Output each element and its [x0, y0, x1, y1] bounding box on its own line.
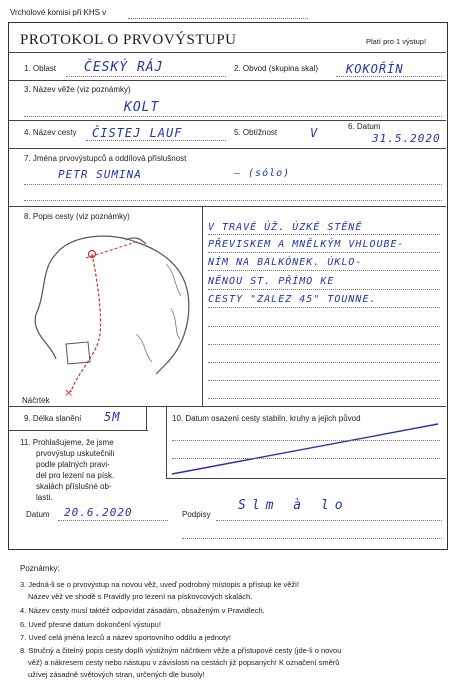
- date-value: 20.6.2020: [64, 506, 133, 519]
- declaration-line-6: lasti.: [36, 493, 53, 502]
- field-rappel-label: 9. Délka slanění: [24, 414, 82, 423]
- field-rappel-value: 5M: [104, 410, 121, 424]
- field-area-label: 1. Oblast: [24, 64, 57, 73]
- note-item: 8. Stručný a čitelný popis cesty doplň výstižným náčrtkem věže a přístupové cesty (jde-li o novou: [20, 646, 342, 655]
- field-grade-label: 5. Obtížnost: [234, 128, 278, 137]
- field-route-value: ČISTEJ LAUF: [92, 126, 183, 140]
- sketch-rock-left: [35, 254, 56, 359]
- note-item: 6. Uveď přesné datum dokončení výstupu!: [20, 620, 161, 629]
- club-line: Vrcholové komisi při KHS v: [10, 8, 107, 17]
- bolts-strike-line: [168, 418, 444, 478]
- date-label: Datum: [26, 510, 50, 519]
- declaration-line-5: skalách příslušné ob-: [36, 482, 112, 491]
- form-title: PROTOKOL O PRVOVÝSTUPU: [20, 32, 237, 48]
- field-route-label: 4. Název cesty: [24, 128, 77, 137]
- note-item: 7. Uveď celá jména lezců a název sportovního oddílu a jednoty!: [20, 633, 231, 642]
- description-line-5: CESTY "ZALEZ 45" TOUNNE.: [208, 294, 377, 305]
- field-tower-value: KOLT: [124, 100, 160, 115]
- field-climbers-label: 7. Jména prvovýstupců a oddílová příslušnost: [24, 154, 187, 163]
- field-area-value: ČESKÝ RÁJ: [84, 60, 164, 75]
- notes-title: Poznámky:: [20, 564, 60, 573]
- declaration-line-4: del pro lezení na písk.: [36, 471, 115, 480]
- description-line-3: NÍM NA BALKÓNEK. ÚKLO-: [208, 257, 363, 268]
- field-tower-label: 3. Název věže (viz poznámky): [24, 85, 131, 94]
- declaration-line-2: prvovýstup uskutečnili: [36, 449, 115, 458]
- description-line-4: NĚNOU ST. PŘÍMO KE: [208, 276, 335, 287]
- note-item: Název věž ve shodě s Pravidly pro lezení na pískovcových skalách.: [28, 592, 253, 601]
- sketch-rock-texture: [136, 264, 181, 362]
- field-climbers-value: PETR SUMINA: [58, 168, 142, 181]
- sketch-summit-line: [86, 242, 136, 258]
- field-date-label: 6. Datum: [348, 122, 381, 131]
- note-item: užívej zásadně světových stran, určených dle busoly!: [28, 670, 205, 679]
- description-line-1: V TRAVÉ ÚŽ. ÚZKÉ STĚNĚ: [208, 222, 363, 233]
- protocol-form: [6, 6, 452, 686]
- sketch-block: [66, 342, 90, 364]
- declaration-line-1: 11. Prohlašujeme, že jsme: [20, 438, 114, 447]
- field-grade-value: V: [310, 126, 319, 140]
- signatures-label: Podpisy: [182, 510, 211, 519]
- sketch-cross: ×: [64, 386, 74, 399]
- note-item: 3. Jedná-li se o prvovýstup na novou věž, uveď podrobný místopis a přístup ke věži!: [20, 580, 299, 589]
- sketch-rock-outline: [56, 236, 189, 374]
- note-item: 4. Název cesty musí taktéž odpovídat zásadám, obsaženým v Pravidlech.: [20, 606, 265, 615]
- signatures-value: Slm à lo: [238, 498, 349, 513]
- route-sketch: [16, 224, 198, 402]
- field-district-label: 2. Obvod (skupina skal): [234, 64, 319, 73]
- field-date-value: 31.5.2020: [372, 132, 441, 145]
- declaration-line-3: podle platných pravi-: [36, 460, 110, 469]
- sketch-ledge: [126, 238, 146, 244]
- field-description-label: 8. Popis cesty (viz poznámky): [24, 212, 130, 221]
- sketch-route-line: [71, 254, 101, 392]
- validity-note: Platí pro 1 výstup!: [366, 37, 427, 46]
- field-climbers-suffix: — (sólo): [234, 168, 291, 179]
- field-bolts-label: 10. Datum osazení cesty stabiln. kruhy a jejich původ: [172, 414, 361, 423]
- note-item: věž) a nákresem cesty nebo nástupu v závislosti na cestách již popsaných! K označení směrů: [28, 658, 340, 667]
- description-line-2: PŘEVISKEM A MNĚLKÝM VHLOUBE-: [208, 239, 405, 250]
- field-district-value: KOKOŘÍN: [346, 62, 404, 76]
- sketch-label: Náčrtek: [22, 396, 50, 405]
